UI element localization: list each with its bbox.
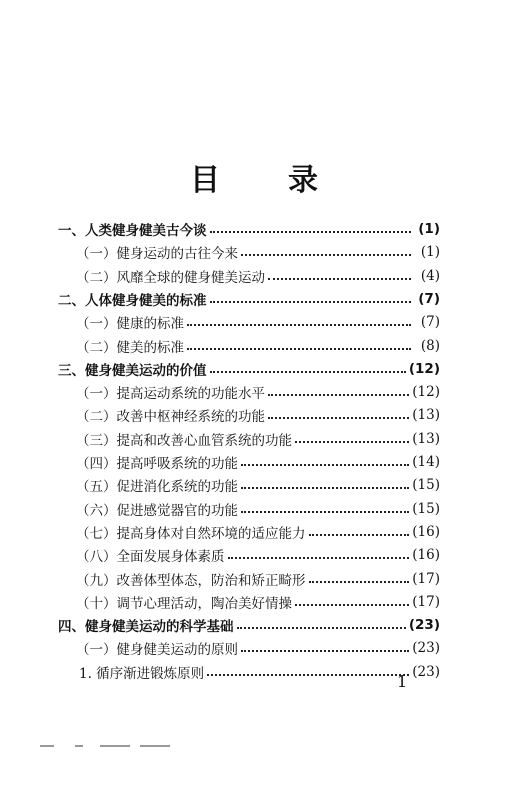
toc-entry xyxy=(76,451,440,473)
toc-leader-dots xyxy=(210,371,406,373)
toc-entry-page: (23) xyxy=(408,617,440,634)
toc-entry xyxy=(76,265,440,287)
toc-entry-page: (7) xyxy=(418,290,440,307)
scan-mark xyxy=(100,745,130,747)
toc-entry xyxy=(76,241,440,263)
page-number: 1 xyxy=(397,672,408,691)
toc-entry-label: 1. 循序渐进锻炼原则 xyxy=(79,665,205,682)
toc-entry-page: (12) xyxy=(412,384,440,401)
toc-entry-label: 二、人体健身健美的标准 xyxy=(58,292,207,309)
toc-entry xyxy=(76,428,440,450)
toc-entry-label: 一、人类健身健美古今谈 xyxy=(58,223,207,239)
toc-entry-page: (16) xyxy=(412,523,440,540)
toc-leader-dots xyxy=(241,650,409,652)
toc-entry xyxy=(76,381,440,403)
toc-entry-page: (7) xyxy=(420,314,440,331)
toc-entry xyxy=(79,661,440,683)
toc-entry-label: （三）提高和改善心血管系统的功能 xyxy=(76,432,292,449)
scan-mark xyxy=(75,745,83,747)
toc-entry-label: （一）健身运动的古往今来 xyxy=(76,246,238,263)
toc-entry-page: (12) xyxy=(408,360,440,377)
toc-leader-dots xyxy=(268,417,409,419)
toc-entry-page: (4) xyxy=(420,267,440,284)
toc-leader-dots xyxy=(237,627,406,629)
toc-leader-dots xyxy=(187,348,411,350)
toc-leader-dots xyxy=(268,394,409,396)
toc-entry-page: (14) xyxy=(412,454,440,470)
toc-entry xyxy=(76,335,440,357)
toc-leader-dots xyxy=(187,324,411,326)
toc-entry-page: (13) xyxy=(412,407,440,424)
toc-entry-label: （十）调节心理活动，陶冶美好情操 xyxy=(76,595,292,612)
toc-entry-label: （六）促进感觉器官的功能 xyxy=(76,502,238,519)
toc-entry xyxy=(76,521,440,543)
toc-leader-dots xyxy=(210,231,412,233)
toc-leader-dots xyxy=(241,254,411,256)
toc-entry xyxy=(76,498,440,520)
toc-leader-dots xyxy=(241,511,409,513)
toc-entry-page: (17) xyxy=(412,570,440,587)
toc-entry-label: （九）改善体型体态，防治和矫正畸形 xyxy=(76,572,306,589)
toc-entry xyxy=(76,544,440,566)
toc-entry-page: (23) xyxy=(412,663,440,680)
toc-entry-page: (16) xyxy=(412,547,440,564)
toc-entry xyxy=(76,637,440,659)
title-char-1: 目 xyxy=(190,163,222,198)
toc-entry xyxy=(58,288,440,310)
toc-entry-page: (13) xyxy=(412,430,440,447)
toc-entry-page: (15) xyxy=(412,500,440,517)
toc-entry-label: （七）提高身体对自然环境的适应能力 xyxy=(76,525,306,542)
toc-entry-label: （八）全面发展身体素质 xyxy=(76,549,225,566)
toc-entry xyxy=(76,591,440,613)
scan-mark xyxy=(140,745,170,747)
toc-entry xyxy=(76,474,440,496)
toc-entry-page: (15) xyxy=(412,477,440,494)
title-char-2: 录 xyxy=(288,163,320,198)
toc-entry xyxy=(76,568,440,590)
toc-entry-label: （二）风靡全球的健身健美运动 xyxy=(76,269,265,286)
page-title xyxy=(190,155,320,198)
toc-entry-label: 三、健身健美运动的价值 xyxy=(58,362,207,379)
toc-entry-page: (1) xyxy=(420,244,440,261)
toc-leader-dots xyxy=(309,534,410,536)
toc-entry-label: （二）健美的标准 xyxy=(76,339,184,356)
toc-entry-label: （五）促进消化系统的功能 xyxy=(76,479,238,496)
toc-leader-dots xyxy=(295,441,409,443)
toc-leader-dots xyxy=(210,301,412,303)
toc-entry-label: （一）提高运动系统的功能水平 xyxy=(76,386,265,403)
toc-entry-page: (23) xyxy=(412,640,440,657)
toc-leader-dots xyxy=(241,464,409,466)
scan-mark xyxy=(40,745,54,747)
toc-entry xyxy=(58,358,440,380)
toc-entry xyxy=(58,218,440,240)
toc-leader-dots xyxy=(268,278,411,280)
toc-entry-label: （二）改善中枢神经系统的功能 xyxy=(76,409,265,426)
toc-entry-page: (8) xyxy=(420,337,440,354)
toc-leader-dots xyxy=(295,604,409,606)
toc-entry xyxy=(76,311,440,333)
toc-entry-page: (1) xyxy=(418,221,440,237)
toc-entry-label: （四）提高呼吸系统的功能 xyxy=(76,456,238,472)
toc-entry-label: （一）健身健美运动的原则 xyxy=(76,642,238,659)
toc-leader-dots xyxy=(309,581,410,583)
toc-leader-dots xyxy=(207,674,409,676)
toc-leader-dots xyxy=(241,487,409,489)
toc-entry xyxy=(76,404,440,426)
toc-entry-page: (17) xyxy=(412,593,440,610)
toc-leader-dots xyxy=(228,557,410,559)
toc-entry-label: （一）健康的标准 xyxy=(76,316,184,333)
toc-entry xyxy=(58,614,440,636)
toc-entry-label: 四、健身健美运动的科学基础 xyxy=(58,619,234,636)
